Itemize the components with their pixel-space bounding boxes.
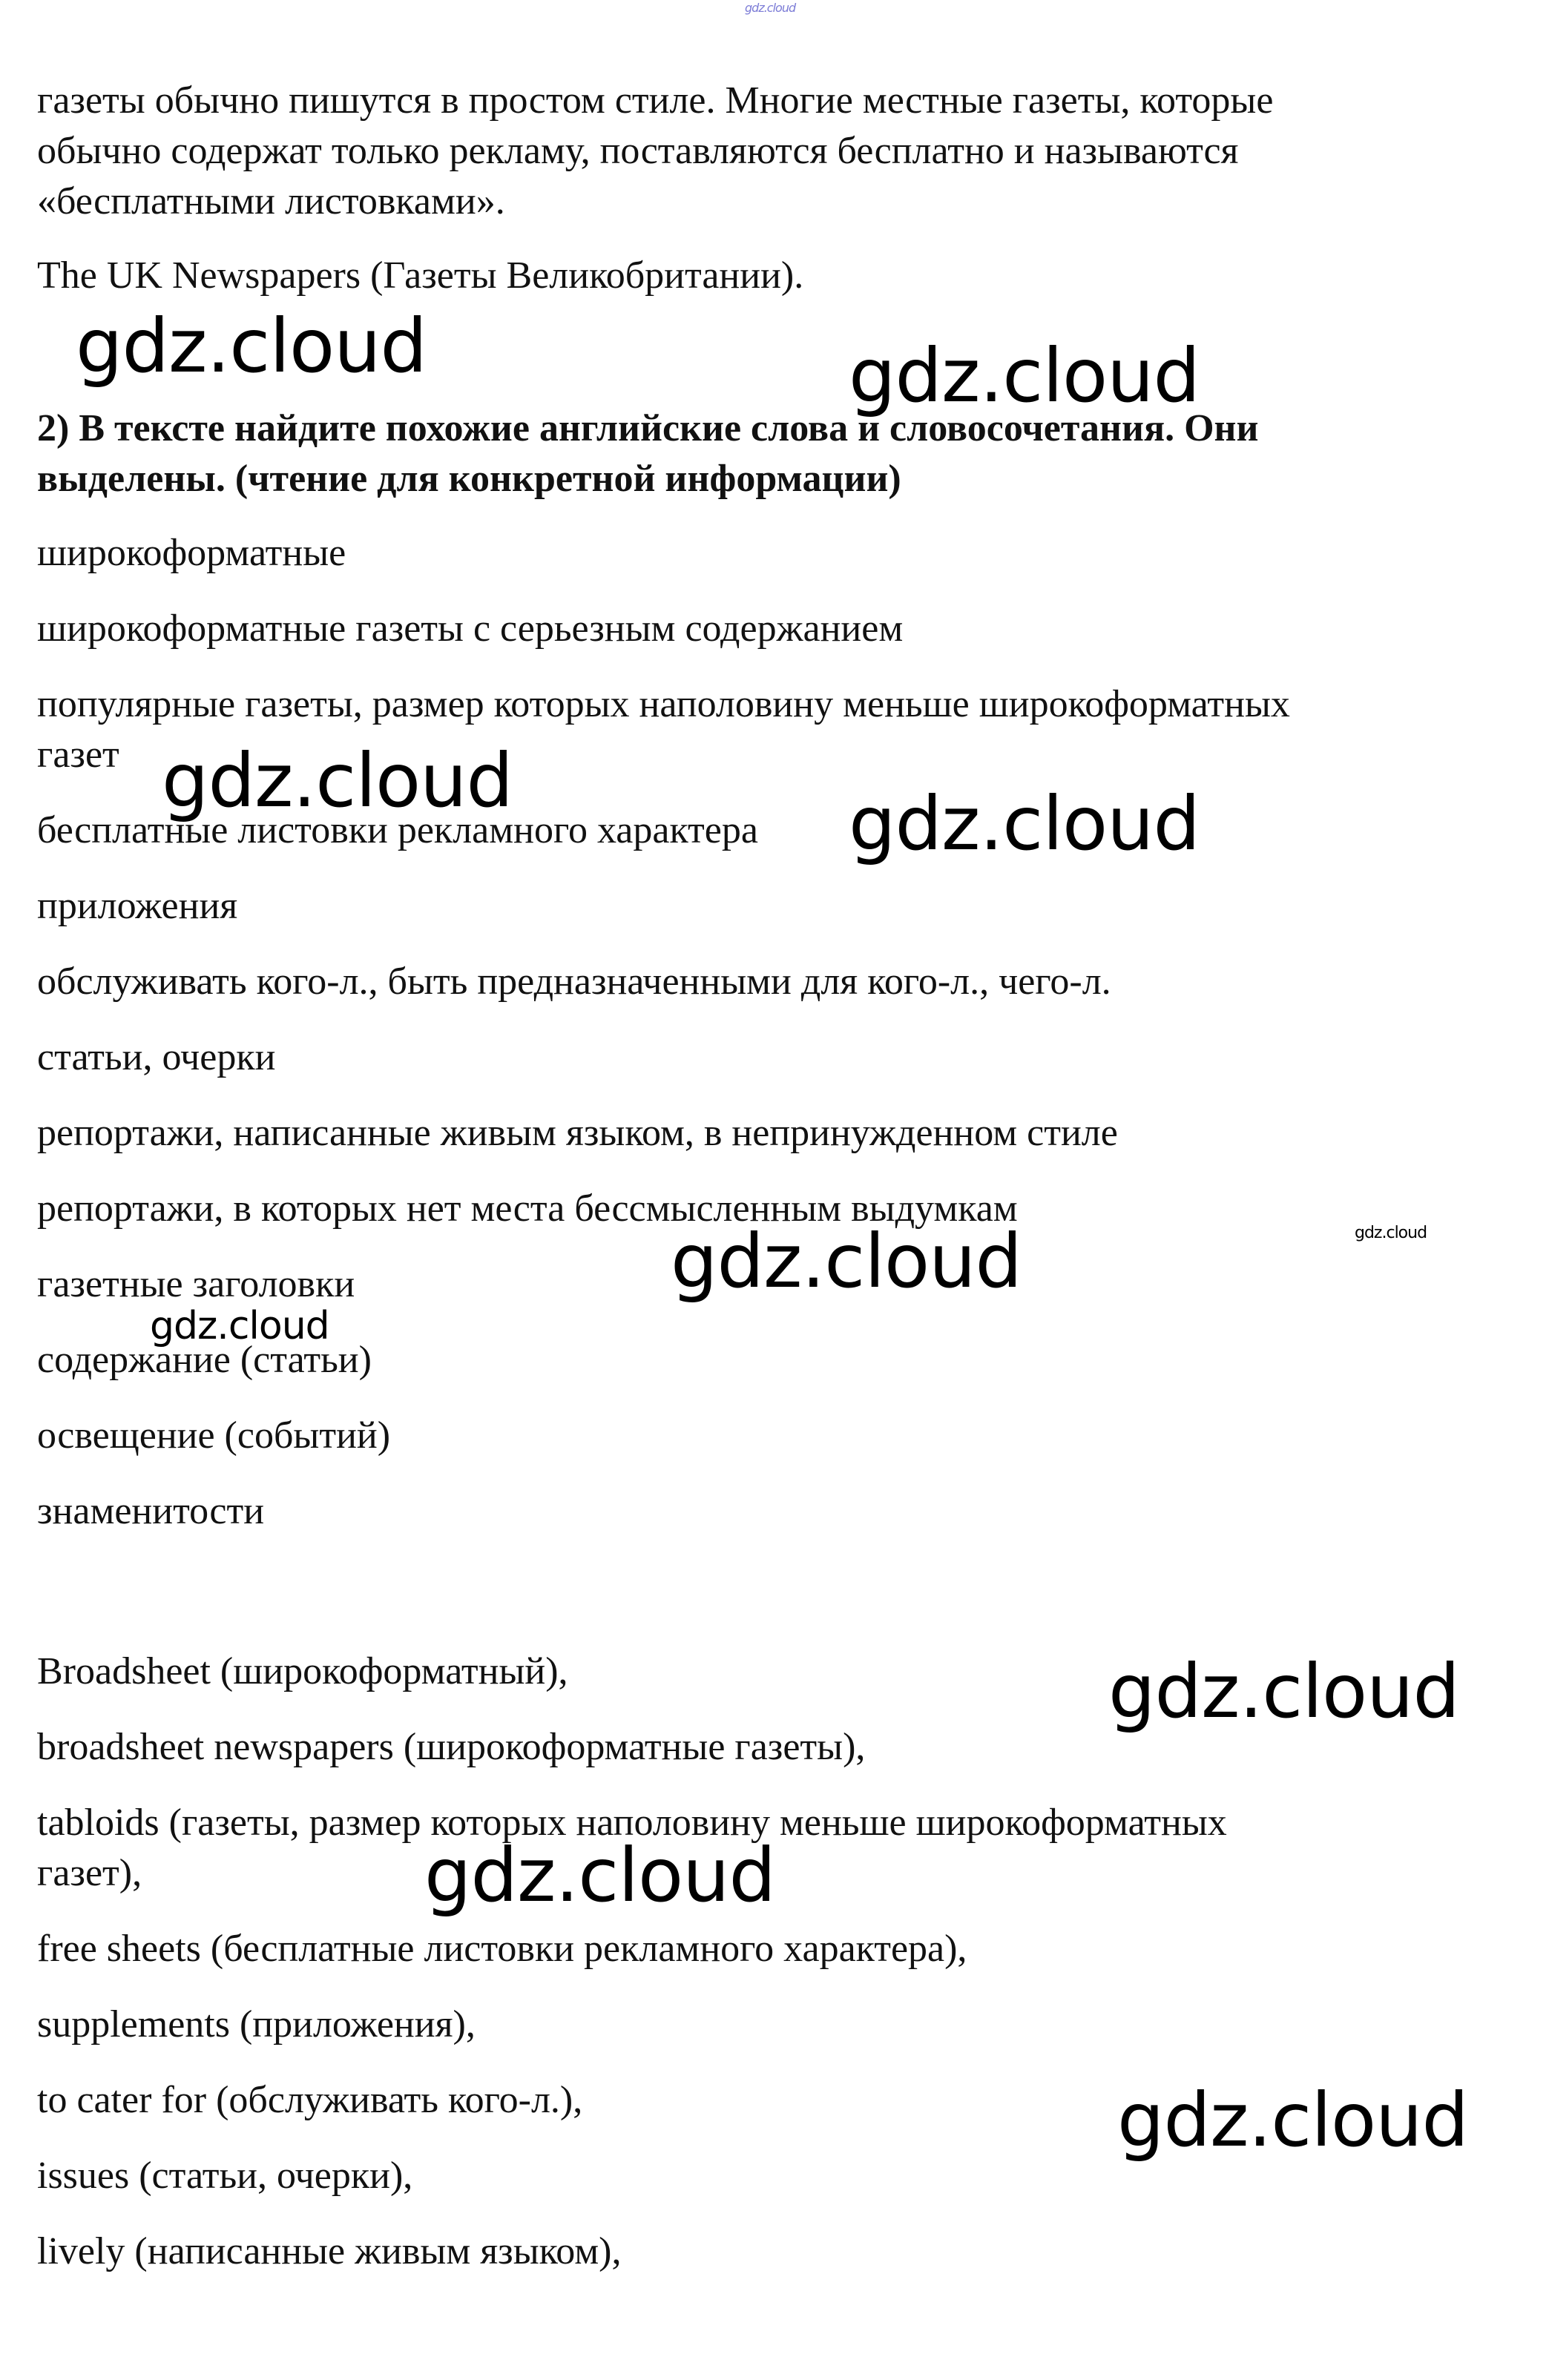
en-item: газет),	[37, 1852, 142, 1894]
watermark: gdz.cloud	[1355, 1224, 1427, 1242]
ru-item: репортажи, написанные живым языком, в непринужденном стиле	[37, 1112, 1118, 1154]
task-heading-line-2: выделены. (чтение для конкретной информации)	[37, 458, 901, 500]
ru-item: популярные газеты, размер которых наполовину меньше широкоформатных	[37, 683, 1290, 725]
en-item: to cater for (обслуживать кого-л.),	[37, 2079, 583, 2121]
en-item: lively (написанные живым языком),	[37, 2230, 622, 2272]
ru-item: бесплатные листовки рекламного характера	[37, 809, 758, 851]
ru-item: газет	[37, 734, 119, 776]
watermark: gdz.cloud	[1108, 1648, 1460, 1735]
text-title: The UK Newspapers (Газеты Великобритании).	[37, 254, 804, 297]
ru-item: приложения	[37, 885, 238, 927]
intro-line-2: обычно содержат только рекламу, поставляются бесплатно и называются	[37, 130, 1239, 172]
watermark: gdz.cloud	[849, 332, 1200, 419]
en-item: tabloids (газеты, размер которых наполовину меньше широкоформатных	[37, 1802, 1227, 1844]
ru-item: широкоформатные газеты с серьезным содержанием	[37, 607, 904, 650]
en-item: supplements (приложения),	[37, 2003, 476, 2046]
ru-item: репортажи, в которых нет места бессмысленным выдумкам	[37, 1187, 1018, 1230]
task-heading-line-1: 2) В тексте найдите похожие английские слова и словосочетания. Они	[37, 407, 1259, 449]
watermark: gdz.cloud	[150, 1304, 329, 1348]
en-item: broadsheet newspapers (широкоформатные газеты),	[37, 1726, 866, 1768]
ru-item: широкоформатные	[37, 532, 346, 574]
watermark-top: gdz.cloud	[745, 1, 796, 15]
en-item: Broadsheet (широкоформатный),	[37, 1650, 568, 1692]
ru-item: знаменитости	[37, 1490, 265, 1532]
watermark: gdz.cloud	[671, 1218, 1022, 1305]
intro-line-1: газеты обычно пишутся в простом стиле. Многие местные газеты, которые	[37, 79, 1274, 122]
watermark: gdz.cloud	[1117, 2077, 1469, 2163]
en-item: free sheets (бесплатные листовки рекламного характера),	[37, 1928, 967, 1970]
en-item: issues (статьи, очерки),	[37, 2155, 413, 2197]
watermark: gdz.cloud	[76, 303, 427, 389]
watermark: gdz.cloud	[162, 737, 513, 824]
ru-item: обслуживать кого-л., быть предназначенными для кого-л., чего-л.	[37, 960, 1111, 1003]
ru-item: газетные заголовки	[37, 1263, 355, 1305]
watermark: gdz.cloud	[424, 1832, 776, 1919]
watermark: gdz.cloud	[849, 780, 1200, 867]
intro-line-3: «бесплатными листовками».	[37, 180, 505, 222]
ru-item: содержание (статьи)	[37, 1339, 372, 1381]
ru-item: освещение (событий)	[37, 1414, 391, 1457]
ru-item: статьи, очерки	[37, 1036, 276, 1078]
